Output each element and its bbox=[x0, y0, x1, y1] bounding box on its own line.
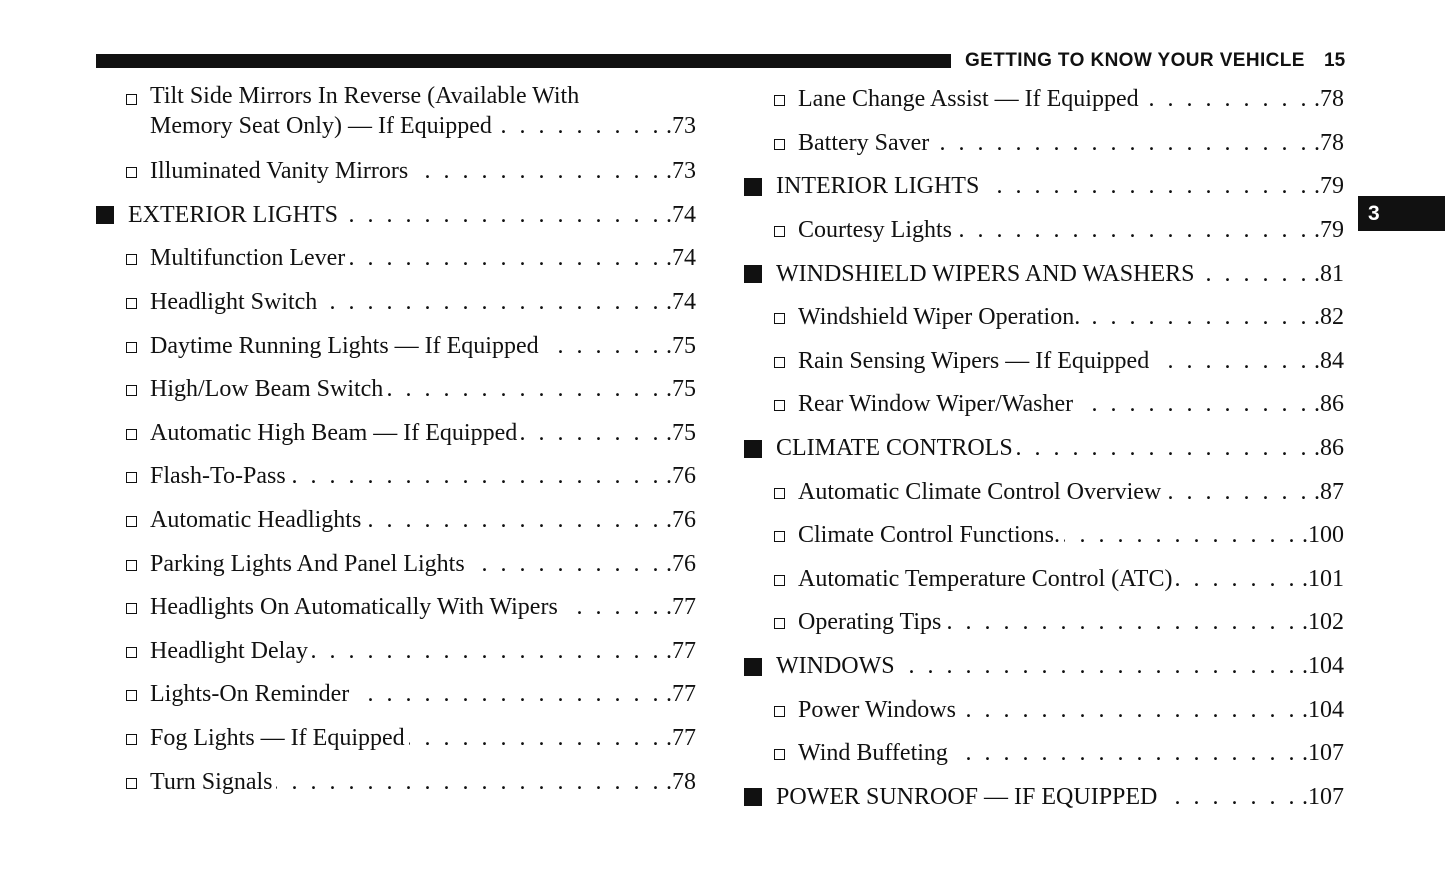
dot-leader bbox=[365, 507, 662, 534]
toc-entry-page: .78 bbox=[666, 768, 696, 795]
dot-leader bbox=[960, 697, 1298, 724]
dot-leader bbox=[1064, 522, 1298, 549]
open-square-bullet-icon bbox=[126, 647, 137, 658]
toc-entry-label: Courtesy Lights bbox=[798, 217, 952, 244]
toc-entry[interactable] bbox=[96, 237, 696, 281]
filled-square-bullet-icon bbox=[744, 265, 762, 283]
toc-entry-label: Rear Window Wiper/Washer bbox=[798, 391, 1074, 418]
toc-section[interactable] bbox=[744, 427, 1344, 471]
chapter-tab[interactable]: 3 bbox=[1358, 196, 1445, 231]
dot-leader bbox=[952, 740, 1298, 767]
dot-leader bbox=[1198, 261, 1310, 288]
toc-section-label: CLIMATE CONTROLS bbox=[776, 435, 1013, 462]
toc-entry[interactable] bbox=[96, 412, 696, 456]
toc-entry[interactable] bbox=[96, 673, 696, 717]
dot-leader bbox=[321, 289, 662, 316]
dot-leader bbox=[983, 173, 1310, 200]
open-square-bullet-icon bbox=[126, 778, 137, 789]
toc-entry[interactable] bbox=[744, 558, 1344, 602]
dot-leader bbox=[353, 681, 662, 708]
dot-leader bbox=[521, 420, 662, 447]
open-square-bullet-icon bbox=[126, 734, 137, 745]
open-square-bullet-icon bbox=[774, 313, 785, 324]
toc-section-page: .81 bbox=[1314, 260, 1344, 287]
toc-section-label: WINDSHIELD WIPERS AND WASHERS bbox=[776, 260, 1195, 287]
dot-leader bbox=[899, 653, 1298, 680]
toc-section[interactable] bbox=[744, 252, 1344, 296]
toc-entry[interactable] bbox=[96, 150, 696, 194]
toc-entry-page: .75 bbox=[666, 376, 696, 403]
dot-leader bbox=[543, 333, 662, 360]
open-square-bullet-icon bbox=[126, 429, 137, 440]
dot-leader bbox=[290, 463, 662, 490]
filled-square-bullet-icon bbox=[744, 178, 762, 196]
toc-entry[interactable] bbox=[96, 455, 696, 499]
toc-entry-label-cont: Memory Seat Only) — If Equipped bbox=[150, 113, 492, 139]
open-square-bullet-icon bbox=[126, 385, 137, 396]
toc-entry-page: .75 bbox=[666, 332, 696, 359]
open-square-bullet-icon bbox=[126, 342, 137, 353]
toc-entry-label: Headlights On Automatically With Wipers bbox=[150, 594, 558, 621]
toc-section-label: WINDOWS bbox=[776, 653, 895, 680]
dot-leader bbox=[342, 202, 662, 229]
toc-entry-page: .84 bbox=[1314, 347, 1344, 374]
toc-section-page: .104 bbox=[1302, 653, 1344, 680]
toc-section-page: .107 bbox=[1302, 783, 1344, 810]
toc-entry[interactable] bbox=[96, 717, 696, 761]
filled-square-bullet-icon bbox=[744, 788, 762, 806]
header-rule bbox=[96, 54, 951, 68]
toc-entry-page: .77 bbox=[666, 594, 696, 621]
dot-leader bbox=[1161, 784, 1298, 811]
dot-leader bbox=[1077, 391, 1310, 418]
open-square-bullet-icon bbox=[126, 254, 137, 265]
toc-entry[interactable] bbox=[96, 586, 696, 630]
toc-section-label: INTERIOR LIGHTS bbox=[776, 173, 980, 200]
dot-leader bbox=[1143, 86, 1310, 113]
toc-entry[interactable] bbox=[744, 78, 1344, 122]
open-square-bullet-icon bbox=[774, 139, 785, 150]
toc-section[interactable] bbox=[744, 645, 1344, 689]
filled-square-bullet-icon bbox=[96, 206, 114, 224]
toc-entry[interactable] bbox=[744, 470, 1344, 514]
toc-entry-page: .73 bbox=[666, 113, 696, 139]
toc-entry-label: Automatic Headlights bbox=[150, 507, 362, 534]
open-square-bullet-icon bbox=[774, 95, 785, 106]
toc-entry[interactable] bbox=[96, 630, 696, 674]
toc-entry-page: .76 bbox=[666, 463, 696, 490]
toc-entry[interactable] bbox=[96, 368, 696, 412]
toc-entry[interactable] bbox=[96, 542, 696, 586]
toc-entry-page: .77 bbox=[666, 637, 696, 664]
toc-entry[interactable] bbox=[96, 78, 696, 150]
toc-entry-label: Lights-On Reminder bbox=[150, 681, 350, 708]
dot-leader bbox=[412, 158, 662, 185]
toc-entry-label: Illuminated Vanity Mirrors bbox=[150, 158, 409, 185]
toc-entry[interactable] bbox=[744, 122, 1344, 166]
open-square-bullet-icon bbox=[126, 472, 137, 483]
open-square-bullet-icon bbox=[774, 357, 785, 368]
open-square-bullet-icon bbox=[126, 690, 137, 701]
toc-entry-label: Tilt Side Mirrors In Reverse (Available With bbox=[150, 83, 580, 109]
dot-leader bbox=[1153, 348, 1310, 375]
dot-leader bbox=[1084, 304, 1310, 331]
toc-entry-label: Headlight Switch bbox=[150, 289, 318, 316]
dot-leader bbox=[387, 376, 662, 403]
running-header-title: GETTING TO KNOW YOUR VEHICLE bbox=[965, 50, 1305, 71]
toc-entry[interactable] bbox=[744, 340, 1344, 384]
dot-leader bbox=[956, 217, 1310, 244]
toc-left-column bbox=[96, 78, 696, 804]
toc-section-page: .86 bbox=[1314, 435, 1344, 462]
toc-section-label: EXTERIOR LIGHTS bbox=[128, 201, 338, 228]
open-square-bullet-icon bbox=[774, 706, 785, 717]
open-square-bullet-icon bbox=[126, 560, 137, 571]
toc-entry-label: Windshield Wiper Operation. bbox=[798, 304, 1081, 331]
toc-entry-label: Turn Signals bbox=[150, 768, 273, 795]
toc-section[interactable] bbox=[744, 165, 1344, 209]
toc-entry-label: Automatic Climate Control Overview bbox=[798, 478, 1162, 505]
toc-entry-page: .79 bbox=[1314, 217, 1344, 244]
toc-right-column bbox=[744, 78, 1344, 819]
toc-entry-label: Fog Lights — If Equipped bbox=[150, 725, 405, 752]
dot-leader bbox=[409, 725, 662, 752]
toc-entry-label: Climate Control Functions. bbox=[798, 522, 1060, 549]
toc-section-page: .79 bbox=[1314, 173, 1344, 200]
toc-entry[interactable] bbox=[96, 760, 696, 804]
toc-entry-page: .100 bbox=[1302, 522, 1344, 549]
open-square-bullet-icon bbox=[774, 575, 785, 586]
toc-entry-label: Flash-To-Pass bbox=[150, 463, 286, 490]
filled-square-bullet-icon bbox=[744, 440, 762, 458]
toc-section-label: POWER SUNROOF — IF EQUIPPED bbox=[776, 783, 1158, 810]
toc-entry[interactable] bbox=[744, 296, 1344, 340]
filled-square-bullet-icon bbox=[744, 658, 762, 676]
toc-entry-page: .104 bbox=[1302, 696, 1344, 723]
toc-entry-label: Operating Tips bbox=[798, 609, 942, 636]
open-square-bullet-icon bbox=[126, 94, 137, 105]
toc-entry-page: .77 bbox=[666, 725, 696, 752]
open-square-bullet-icon bbox=[774, 488, 785, 499]
dot-leader bbox=[1017, 435, 1310, 462]
dot-leader bbox=[276, 769, 662, 796]
dot-leader bbox=[469, 551, 662, 578]
open-square-bullet-icon bbox=[774, 226, 785, 237]
toc-entry-page: .107 bbox=[1302, 740, 1344, 767]
open-square-bullet-icon bbox=[126, 298, 137, 309]
toc-entry[interactable] bbox=[96, 324, 696, 368]
toc-entry[interactable] bbox=[744, 732, 1344, 776]
toc-entry-page: .77 bbox=[666, 681, 696, 708]
dot-leader bbox=[945, 609, 1298, 636]
toc-entry-page: .73 bbox=[666, 158, 696, 185]
dot-leader bbox=[1176, 566, 1298, 593]
toc-entry-label: Multifunction Lever bbox=[150, 245, 346, 272]
toc-entry-label: Daytime Running Lights — If Equipped bbox=[150, 332, 539, 359]
toc-entry[interactable] bbox=[744, 383, 1344, 427]
open-square-bullet-icon bbox=[774, 749, 785, 760]
toc-entry[interactable] bbox=[744, 688, 1344, 732]
dot-leader bbox=[349, 245, 662, 272]
toc-entry[interactable] bbox=[96, 281, 696, 325]
toc-entry-label: Parking Lights And Panel Lights bbox=[150, 550, 465, 577]
toc-entry-label: Power Windows bbox=[798, 696, 956, 723]
toc-entry[interactable] bbox=[744, 601, 1344, 645]
toc-entry-label: Wind Buffeting bbox=[798, 740, 948, 767]
dot-leader bbox=[496, 113, 662, 140]
open-square-bullet-icon bbox=[126, 516, 137, 527]
toc-entry-page: .76 bbox=[666, 507, 696, 534]
open-square-bullet-icon bbox=[774, 618, 785, 629]
toc-entry-page: .78 bbox=[1314, 129, 1344, 156]
toc-entry-page: .87 bbox=[1314, 478, 1344, 505]
toc-entry-page: .101 bbox=[1302, 565, 1344, 592]
toc-entry-page: .82 bbox=[1314, 304, 1344, 331]
toc-entry-page: .74 bbox=[666, 245, 696, 272]
toc-section[interactable] bbox=[96, 194, 696, 238]
open-square-bullet-icon bbox=[774, 400, 785, 411]
toc-entry-page: .74 bbox=[666, 289, 696, 316]
open-square-bullet-icon bbox=[126, 603, 137, 614]
toc-entry[interactable] bbox=[96, 499, 696, 543]
dot-leader bbox=[312, 638, 662, 665]
toc-section-page: .74 bbox=[666, 201, 696, 228]
dot-leader bbox=[933, 130, 1310, 157]
toc-entry-page: .86 bbox=[1314, 391, 1344, 418]
page-number: 15 bbox=[1324, 50, 1346, 71]
toc-entry[interactable] bbox=[744, 514, 1344, 558]
toc-entry-label: Automatic High Beam — If Equipped bbox=[150, 419, 518, 446]
toc-entry-page: .102 bbox=[1302, 609, 1344, 636]
toc-entry-page: .75 bbox=[666, 419, 696, 446]
toc-entry-label: Headlight Delay bbox=[150, 637, 308, 664]
dot-leader bbox=[1165, 479, 1310, 506]
toc-entry-label: Rain Sensing Wipers — If Equipped bbox=[798, 347, 1150, 374]
toc-entry-label: Automatic Temperature Control (ATC) bbox=[798, 565, 1173, 592]
toc-entry-label: Battery Saver bbox=[798, 129, 930, 156]
toc-entry-page: .76 bbox=[666, 550, 696, 577]
toc-entry[interactable] bbox=[744, 209, 1344, 253]
toc-entry-label: Lane Change Assist — If Equipped bbox=[798, 86, 1139, 113]
dot-leader bbox=[562, 594, 662, 621]
open-square-bullet-icon bbox=[126, 167, 137, 178]
toc-section[interactable] bbox=[744, 776, 1344, 820]
toc-entry-page: .78 bbox=[1314, 86, 1344, 113]
toc-entry-label: High/Low Beam Switch bbox=[150, 376, 384, 403]
open-square-bullet-icon bbox=[774, 531, 785, 542]
